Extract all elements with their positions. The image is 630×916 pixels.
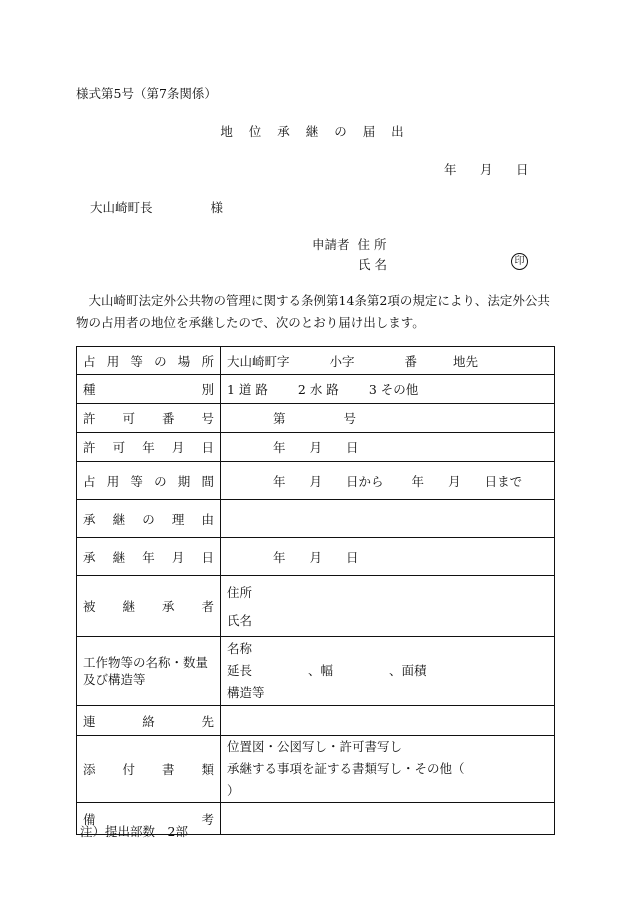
place-prefix: 大山崎町字 <box>227 353 290 369</box>
submission-date <box>444 160 529 178</box>
addressee-honorific: 様 <box>210 200 224 215</box>
label-reason <box>77 500 221 538</box>
succession-year: 年 <box>273 549 286 565</box>
value-remarks[interactable] <box>221 803 555 835</box>
period-day2: 日まで <box>484 473 523 489</box>
succession-day: 日 <box>346 549 359 565</box>
row-permit-number <box>77 404 555 433</box>
value-succession-date[interactable] <box>221 538 555 576</box>
label-char: 用 <box>106 473 120 489</box>
label-char: 月 <box>171 440 185 455</box>
row-reason <box>77 500 555 538</box>
row-permit-date <box>77 433 555 462</box>
label-char: 継 <box>122 599 135 614</box>
structure-label-line2: 及び構造等 <box>83 672 146 687</box>
value-successor[interactable] <box>221 576 555 637</box>
row-contact <box>77 706 555 736</box>
permit-month: 月 <box>309 440 323 455</box>
date-month: 月 <box>480 162 493 177</box>
attachments-line1: 位置図・公図写し・許可書写し <box>227 739 403 754</box>
structure-structure-label: 構造等 <box>227 685 265 700</box>
document-title: 地 位 承 継 の 届 出 <box>220 124 410 139</box>
permit-dai: 第 <box>273 411 286 426</box>
value-contact[interactable] <box>221 706 555 736</box>
value-permit-date[interactable] <box>221 433 555 462</box>
label-char: 考 <box>201 811 214 827</box>
label-char: の <box>154 353 167 369</box>
label-char: 期 <box>177 473 191 489</box>
date-day: 日 <box>516 162 529 177</box>
kind-road[interactable]: 1 道 路 <box>227 382 268 397</box>
label-char: 承 <box>161 599 175 614</box>
label-char: 類 <box>201 762 214 777</box>
label-char: 等 <box>130 473 143 489</box>
applicant-name-row <box>358 255 387 273</box>
label-permit-number <box>77 404 221 433</box>
period-month2: 月 <box>448 473 461 489</box>
label-char: 連 <box>83 713 96 729</box>
label-char: 年 <box>142 440 155 455</box>
footnote: 注）提出部数 2部 <box>80 824 188 839</box>
permit-go: 号 <box>343 411 357 426</box>
period-year2: 年 <box>411 473 425 489</box>
applicant-address-row <box>312 235 387 253</box>
place-koaza: 小字 <box>329 353 355 369</box>
succession-month: 月 <box>309 549 323 565</box>
value-reason[interactable] <box>221 500 555 538</box>
label-char: 許 <box>83 440 96 455</box>
attachments-line2: 承継する事項を証する書類写し・その他（ <box>227 761 465 776</box>
label-char: 占 <box>83 473 96 489</box>
label-char: 承 <box>83 511 96 527</box>
label-char: 継 <box>112 549 126 565</box>
label-char: 占 <box>83 353 96 369</box>
label-char: 承 <box>83 549 96 565</box>
seal-mark: 印 <box>511 253 528 270</box>
label-char: 用 <box>106 353 120 369</box>
label-succession-date <box>77 538 221 576</box>
attachments-line2-row <box>227 758 548 802</box>
label-period <box>77 462 221 500</box>
label-contact <box>77 706 221 736</box>
structure-area-label: 、面積 <box>389 663 427 678</box>
place-chisaki: 地先 <box>453 353 479 369</box>
label-kind <box>77 375 221 404</box>
label-char: 年 <box>142 549 155 565</box>
kind-other[interactable]: 3 その他 <box>368 382 419 397</box>
label-char: の <box>154 473 167 489</box>
row-period <box>77 462 555 500</box>
label-place-text <box>83 352 214 370</box>
value-permit-number[interactable] <box>221 404 555 433</box>
label-char: 種 <box>83 382 96 397</box>
addressee-name: 大山崎町長 <box>90 200 153 215</box>
label-char: 所 <box>201 353 214 369</box>
label-char: 先 <box>201 713 214 729</box>
value-structure[interactable] <box>221 637 555 706</box>
period-day1: 日から <box>346 473 384 489</box>
notification-form-table <box>76 346 555 835</box>
attachments-line2-close: ） <box>227 783 240 798</box>
label-char: 場 <box>177 353 191 369</box>
row-kind <box>77 375 555 404</box>
label-char: 日 <box>201 549 214 565</box>
label-char: 間 <box>201 473 214 489</box>
label-char: 日 <box>201 440 214 455</box>
structure-name-label: 名称 <box>227 641 253 656</box>
label-char: 書 <box>161 762 175 777</box>
structure-width-label: 、幅 <box>308 663 334 678</box>
label-char: 番 <box>161 411 175 426</box>
kind-waterway[interactable]: 2 水 路 <box>297 382 339 397</box>
permit-day: 日 <box>346 440 359 455</box>
place-ban: 番 <box>404 353 418 369</box>
label-attachments <box>77 736 221 803</box>
row-attachments <box>77 736 555 803</box>
label-successor <box>77 576 221 637</box>
label-char: 添 <box>83 762 96 777</box>
label-char: 者 <box>201 599 214 614</box>
label-char: 月 <box>171 549 185 565</box>
form-number: 様式第5号（第7条関係） <box>76 86 217 101</box>
structure-dimensions <box>227 660 548 682</box>
label-char: 可 <box>112 440 126 455</box>
label-char: 被 <box>83 599 96 614</box>
period-month1: 月 <box>309 473 323 489</box>
value-kind <box>221 375 555 404</box>
successor-name-label: 氏名 <box>227 613 253 628</box>
label-char: の <box>142 511 155 527</box>
row-succession-date <box>77 538 555 576</box>
label-char: 継 <box>112 511 126 527</box>
label-char: 号 <box>201 411 214 426</box>
permit-year: 年 <box>273 440 286 455</box>
label-char: 別 <box>201 382 214 397</box>
addressee <box>90 198 223 216</box>
label-char: 等 <box>130 353 143 369</box>
applicant-label: 申請者 <box>312 237 350 252</box>
value-period[interactable] <box>221 462 555 500</box>
applicant-address-label: 住 所 <box>357 237 387 252</box>
applicant-name-label: 氏 名 <box>358 257 387 272</box>
label-char: 由 <box>201 511 214 527</box>
row-successor <box>77 576 555 637</box>
body-paragraph: 大山崎町法定外公共物の管理に関する条例第14条第2項の規定により、法定外公共物の占用者の地位を承継したので、次のとおり届け出します。 <box>76 293 550 330</box>
label-permit-date <box>77 433 221 462</box>
label-char: 付 <box>122 762 135 777</box>
label-structure <box>77 637 221 706</box>
label-char: 絡 <box>142 713 155 729</box>
label-char: 可 <box>122 411 135 426</box>
label-char: 備 <box>83 811 96 827</box>
value-attachments <box>221 736 555 803</box>
successor-address-label: 住所 <box>227 585 253 600</box>
label-char: 理 <box>171 511 185 527</box>
label-char: 許 <box>83 411 96 426</box>
value-place <box>221 347 555 375</box>
structure-label-line1: 工作物等の名称・数量 <box>83 655 209 670</box>
row-structure <box>77 637 555 706</box>
date-year: 年 <box>444 162 457 177</box>
row-place <box>77 347 555 375</box>
label-place <box>77 347 221 375</box>
period-year1: 年 <box>273 473 286 489</box>
structure-length-label: 延長 <box>227 663 253 678</box>
